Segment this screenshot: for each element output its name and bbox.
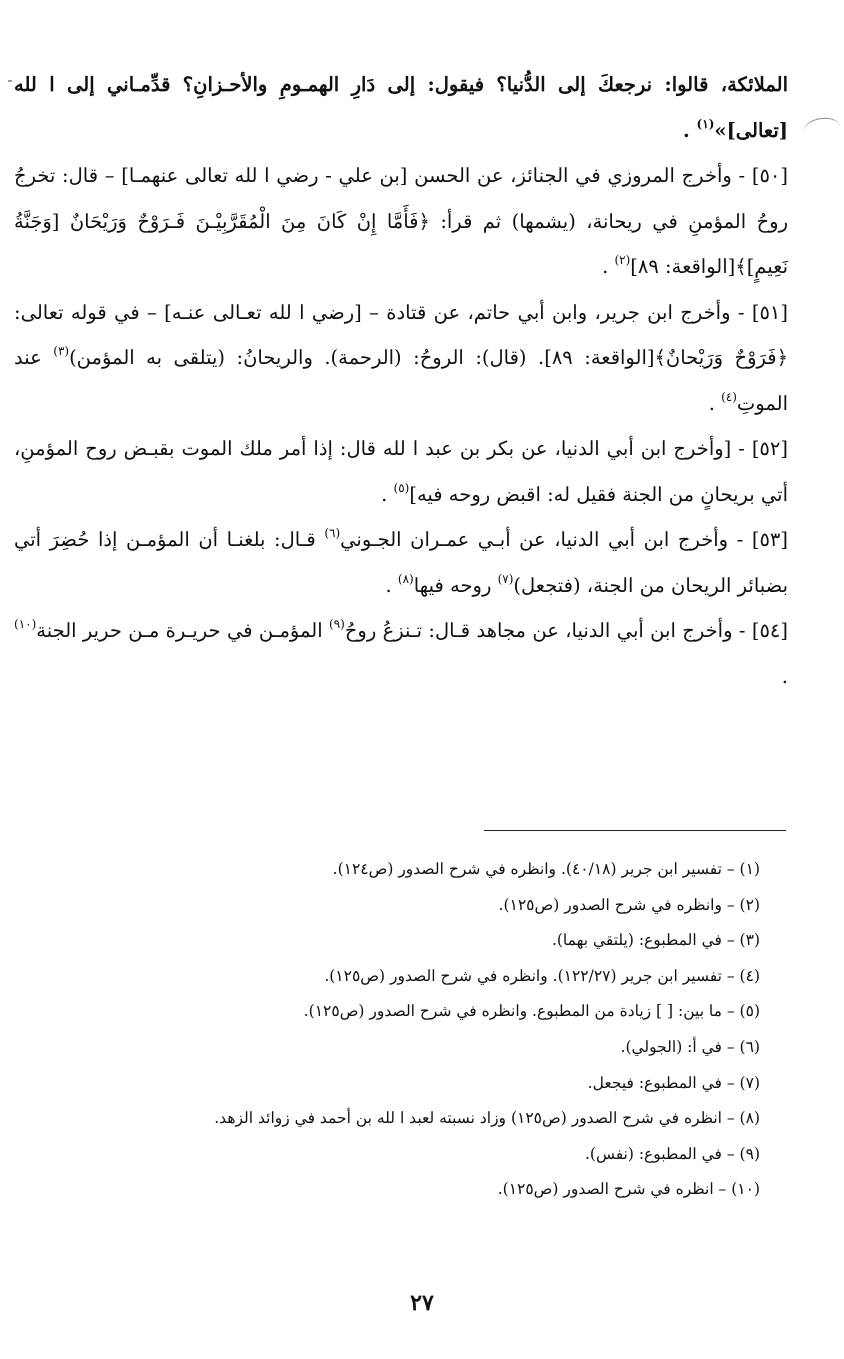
margin-speck — [8, 80, 12, 82]
paragraph-number: [٥٢] — [751, 437, 788, 460]
footnote-ref: (٩) — [329, 617, 345, 631]
footnote-ref: (٤) — [721, 389, 737, 404]
paragraph-text: - وأخرج ابن جرير، وابن أبي حاتم، عن قتادة – [رضي ا لله تعـالى عنـه] – في قوله تعالى: ﴿فَرَوْحٌ وَرَيْحانٌ﴾[الواقعة: ٨٩]. (قال): الروحُ: (الرحمة). والريحانُ: (يتلقى به المؤمن) — [14, 300, 788, 369]
paragraph-number: [٥٣] — [751, 528, 789, 551]
footnote: (٣) – في المطبوع: (يلتقي بهما). — [551, 931, 760, 950]
footnote-ref: (٧) — [497, 571, 514, 586]
footnote-ref: (١٠) — [14, 617, 37, 631]
paragraph-text: - وأخرج ابن أبي الدنيا، عن أبـي عمـران الجـوني — [340, 528, 744, 551]
footnote: (٨) – انظره في شرح الصدور (ص١٢٥) وزاد نسبته لعبد ا لله بن أحمد في زوائد الزهد. — [214, 1109, 760, 1128]
footnote-ref: (٥) — [393, 480, 410, 495]
main-text — [14, 62, 788, 699]
paragraph-end: . — [781, 664, 788, 688]
footnotes — [60, 852, 760, 1208]
paragraph-text: المؤمـن في حريـرة مـن حرير الجنة — [36, 619, 329, 642]
footnote-ref: (٣) — [53, 344, 70, 358]
footnote-ref: (٢) — [614, 253, 631, 267]
footnote: (٧) – في المطبوع: فيجعل. — [587, 1073, 760, 1092]
footnote-separator — [484, 830, 786, 831]
footnote: (١٠) – انظره في شرح الصدور (ص١٢٥). — [497, 1180, 760, 1199]
paragraph-end: . — [385, 573, 398, 597]
paragraph-text: - وأخرج المروزي في الجنائز، عن الحسن [بن علي - رضي ا لله تعالى عنهمـا] – قال: تخرجُ روحُ المؤمنِ في ريحانة، (يشمها) ثم قرأ: ﴿فَأَمَّا إِنْ كَانَ مِنَ الْمُقَرَّبِيْـنَ فَـرَوْحٌ وَرَيْحَانٌ [وَجَنَّةُ نَعِيمٍ]﴾[الواقعة: ٨٩] — [14, 164, 788, 278]
paragraph-continuation — [14, 62, 788, 153]
footnote: (٢) – وانظره في شرح الصدور (ص١٢٥). — [498, 895, 760, 914]
margin-pen-mark — [803, 116, 842, 142]
page-number: ٢٧ — [410, 1290, 434, 1316]
paragraph-number: [٥١] — [751, 300, 788, 324]
footnote-ref: (٨) — [397, 571, 414, 586]
paragraph-50 — [14, 153, 788, 290]
paragraph-end: . — [602, 255, 615, 278]
paragraph-text: قـال: بلغنـا أن المؤمـن إذا حُضِرَ أتي بضبائر الريحان من الجنة، (فتجعل) — [14, 528, 788, 597]
paragraph-text: روحه فيها — [413, 573, 498, 597]
paragraph-text: الملائكة، قالوا: نرجعكَ إلى الدُّنيا؟ فيقول: إلى دَارِ الهمـومِ والأحـزانِ؟ قدِّمـاني إلى ا لله [تعالى]» — [14, 73, 788, 142]
footnote-ref: (٦) — [324, 526, 341, 540]
footnote: (١) – تفسير ابن جرير (٤٠/١٨). وانظره في شرح الصدور (ص١٢٤). — [332, 860, 760, 878]
paragraph-number: [٥٤] — [751, 619, 788, 642]
paragraph-end: . — [682, 118, 697, 142]
paragraph-54 — [14, 608, 788, 699]
paragraph-text: - [وأخرج ابن أبي الدنيا، عن بكر بن عبد ا لله قال: إذا أمر ملك الموت بقبـض روح المؤمنِ، أتي بريحانٍ من الجنة فقيل له: اقبض روحه فيه] — [14, 437, 788, 506]
footnote: (٦) – في أ: (الجولي). — [620, 1037, 760, 1056]
paragraph-end: . — [381, 482, 394, 506]
paragraph-end: . — [708, 391, 722, 415]
paragraph-number: [٥٠] — [751, 164, 788, 187]
footnote-ref: (١) — [696, 116, 715, 131]
footnote: (٥) – ما بين: [ ] زيادة من المطبوع. وانظره في شرح الصدور (ص١٢٥). — [303, 1002, 760, 1021]
paragraph-52 — [14, 426, 788, 517]
footnote: (٤) – تفسير ابن جرير (١٢٢/٢٧). وانظره في شرح الصدور (ص١٢٥). — [324, 966, 760, 985]
footnote: (٩) – في المطبوع: (نفس). — [584, 1144, 760, 1163]
paragraph-text: - وأخرج ابن أبي الدنيا، عن مجاهد قـال: تـنزعُ روحُ — [344, 619, 746, 642]
paragraph-51 — [14, 290, 788, 427]
paragraph-53 — [14, 517, 788, 608]
paragraph-text: عند الموتِ — [14, 346, 788, 415]
